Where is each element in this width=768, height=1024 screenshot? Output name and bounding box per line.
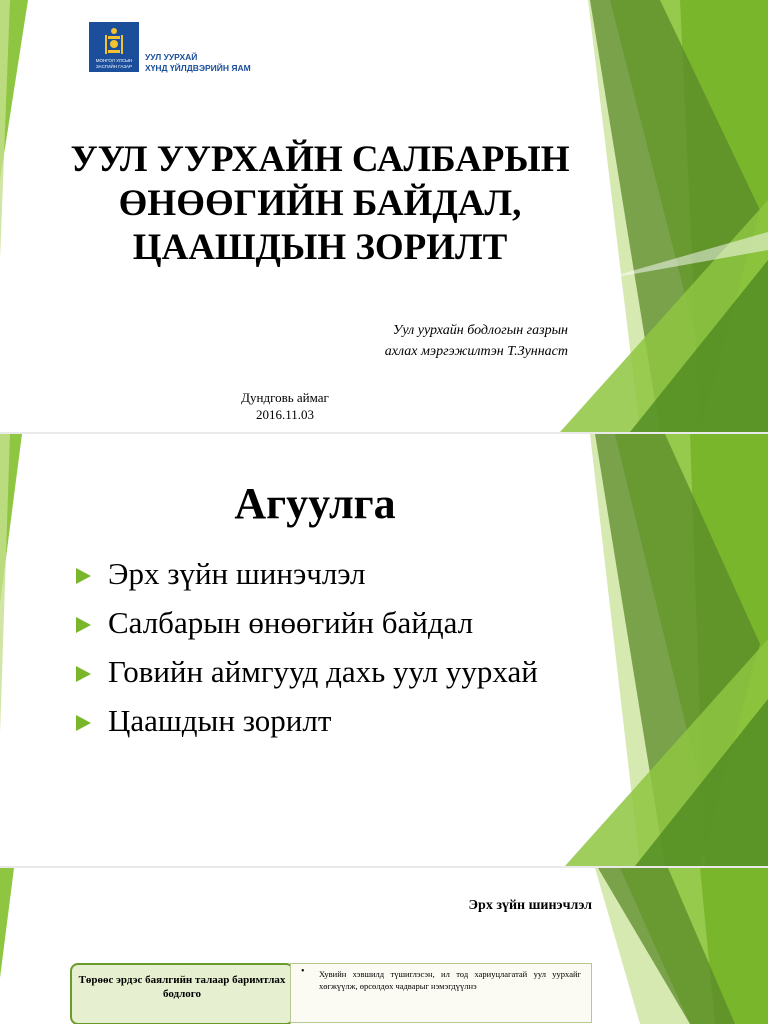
- legal-reform-slide: [0, 868, 768, 1024]
- title-line-2: ӨНӨӨГИЙН БАЙДАЛ,: [118, 183, 522, 224]
- soyombo-emblem-icon: [103, 26, 125, 56]
- author-line-2: ахлах мэргэжилтэн Т.Зуннаст: [384, 344, 568, 359]
- title-line-3: ЦААШДЫН ЗОРИЛТ: [132, 227, 508, 268]
- presentation-title: [40, 138, 600, 270]
- author-info: [385, 320, 568, 362]
- title-slide: [0, 0, 768, 432]
- agenda-item-text: Эрх зүйн шинэчлэл: [108, 556, 366, 591]
- policy-bullet-box: [290, 963, 592, 1023]
- place-date: [200, 389, 370, 423]
- agenda-title: Агуулга: [234, 479, 396, 528]
- agenda-slide: [0, 434, 768, 866]
- triangle-arrow-icon: [76, 617, 91, 633]
- triangle-arrow-icon: [76, 715, 91, 731]
- policy-box: [70, 963, 294, 1024]
- title-line-1: УУЛ УУРХАЙН САЛБАРЫН: [70, 139, 570, 180]
- author-line-1: Уул уурхайн бодлогын газрын: [392, 323, 568, 338]
- logo-text-line-2: ХҮНД ҮЙЛДВЭРИЙН ЯАМ: [145, 63, 251, 73]
- logo-small-text-1: МОНГОЛ УЛСЫН: [95, 58, 133, 63]
- agenda-item-text: Цаашдын зорилт: [108, 703, 332, 738]
- policy-box-text: Төрөөс эрдэс баялгийн талаар баримтлах бодлого: [78, 974, 286, 1000]
- logo-emblem-box: [89, 22, 139, 72]
- logo-small-text-2: ЗАСГИЙН ГАЗАР: [95, 64, 133, 69]
- agenda-item-text: Салбарын өнөөгийн байдал: [108, 605, 474, 640]
- triangle-arrow-icon: [76, 568, 91, 584]
- slide-title: Эрх зүйн шинэчлэл: [468, 898, 592, 913]
- logo-text-line-1: УУЛ УУРХАЙ: [145, 52, 198, 62]
- bullet-dot-icon: •: [301, 966, 305, 977]
- agenda-item-text: Говийн аймгууд дахь уул уурхай: [108, 654, 538, 689]
- date-text: 2016.11.03: [255, 407, 315, 422]
- policy-bullet-text: Хувийн хэвшилд түшиглэсэн, ил тод хариуцлагатай уул уурхайг хөгжүүлж, өрсөлдөх чадварыг нэмэгдүүлнэ: [319, 969, 581, 991]
- triangle-arrow-icon: [76, 666, 91, 682]
- place-text: Дундговь аймаг: [241, 390, 329, 405]
- ministry-logo: [89, 22, 259, 74]
